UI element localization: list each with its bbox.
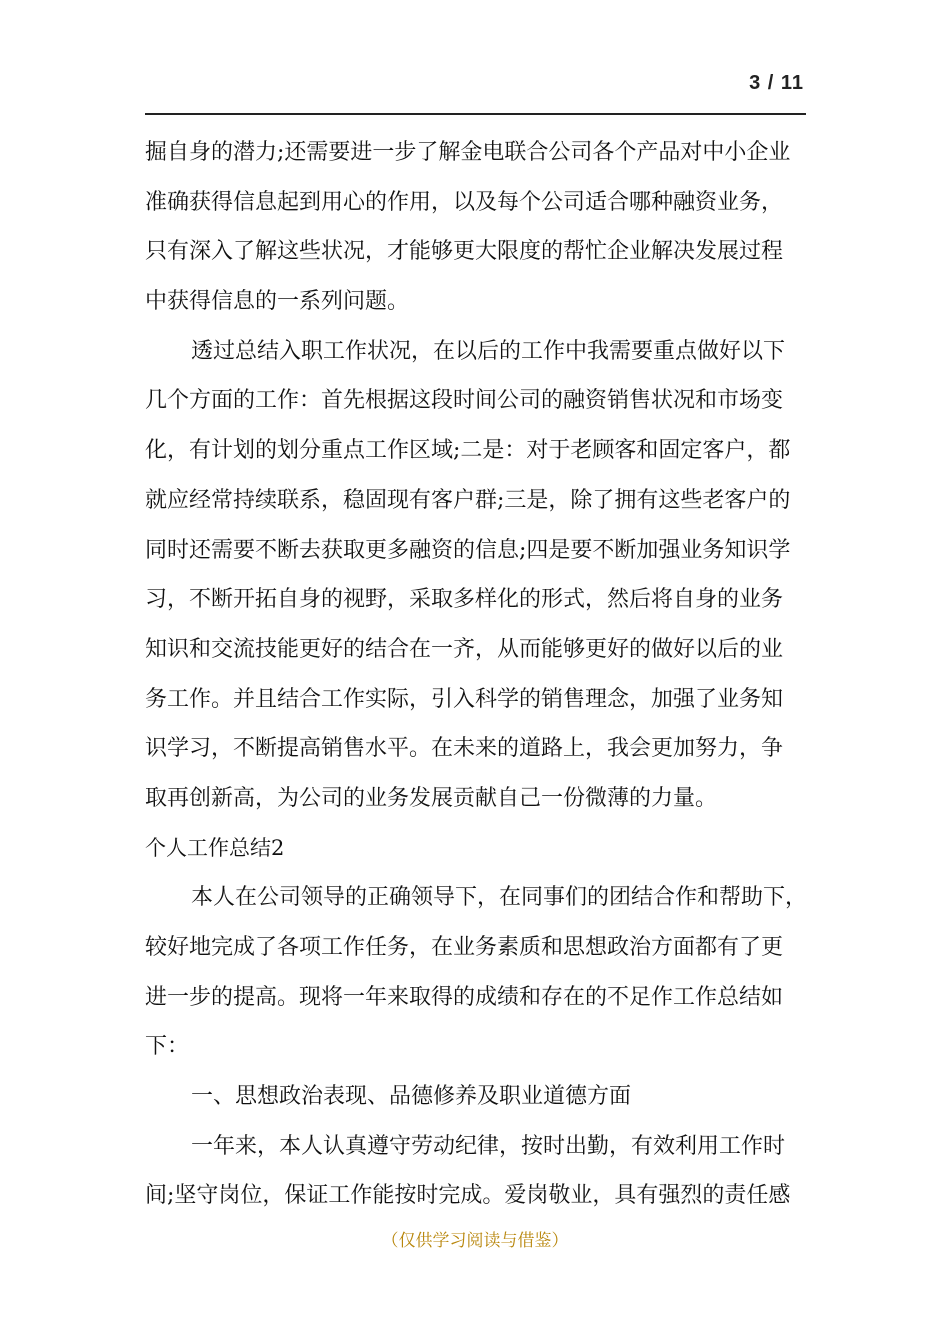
paragraph-line: 习，不断开拓自身的视野，采取多样化的形式，然后将自身的业务 (145, 587, 784, 613)
paragraph-line: 一、思想政治表现、品德修养及职业道德方面 (191, 1084, 632, 1110)
paragraph-line: 掘自身的潜力;还需要进一步了解金电联合公司各个产品对中小企业 (145, 140, 791, 165)
section-heading: 个人工作总结2 (145, 835, 285, 860)
page-number: 3 / 11 (749, 72, 804, 94)
paragraph-line: 几个方面的工作：首先根据这段时间公司的融资销售状况和市场变 (145, 388, 784, 414)
paragraph-line: 取再创新高，为公司的业务发展贡献自己一份微薄的力量。 (145, 785, 718, 811)
paragraph-line: 中获得信息的一系列问题。 (145, 289, 410, 315)
document-body (145, 128, 810, 1221)
paragraph-line: 间;坚守岗位，保证工作能按时完成。爱岗敬业，具有强烈的责任感 (145, 1183, 791, 1209)
paragraph-line: 就应经常持续联系，稳固现有客户群;三是，除了拥有这些老客户的 (145, 487, 791, 513)
header-divider (145, 113, 806, 115)
paragraph-line: 下： (145, 1034, 190, 1060)
paragraph-line: 只有深入了解这些状况，才能够更大限度的帮忙企业解决发展过程 (145, 239, 784, 265)
paragraph-line: 本人在公司领导的正确领导下，在同事们的团结合作和帮助下， (191, 885, 808, 911)
paragraph-line: 准确获得信息起到用心的作用，以及每个公司适合哪种融资业务， (145, 189, 784, 215)
paragraph-line: 识学习，不断提高销售水平。在未来的道路上，我会更加努力，争 (145, 736, 784, 762)
paragraph-line: 一年来，本人认真遵守劳动纪律，按时出勤，有效利用工作时 (191, 1133, 786, 1159)
paragraph-line: 知识和交流技能更好的结合在一齐，从而能够更好的做好以后的业 (145, 636, 784, 662)
paragraph-line: 化，有计划的划分重点工作区域;二是：对于老顾客和固定客户，都 (145, 438, 791, 464)
paragraph-line: 务工作。并且结合工作实际，引入科学的销售理念，加强了业务知 (145, 686, 784, 712)
footer-note: （仅供学习阅读与借鉴） (381, 1231, 569, 1251)
paragraph-line: 透过总结入职工作状况，在以后的工作中我需要重点做好以下 (191, 338, 786, 364)
paragraph-line: 同时还需要不断去获取更多融资的信息;四是要不断加强业务知识学 (145, 537, 791, 563)
paragraph-line: 较好地完成了各项工作任务，在业务素质和思想政治方面都有了更 (145, 935, 784, 960)
paragraph-line: 进一步的提高。现将一年来取得的成绩和存在的不足作工作总结如 (145, 984, 784, 1010)
